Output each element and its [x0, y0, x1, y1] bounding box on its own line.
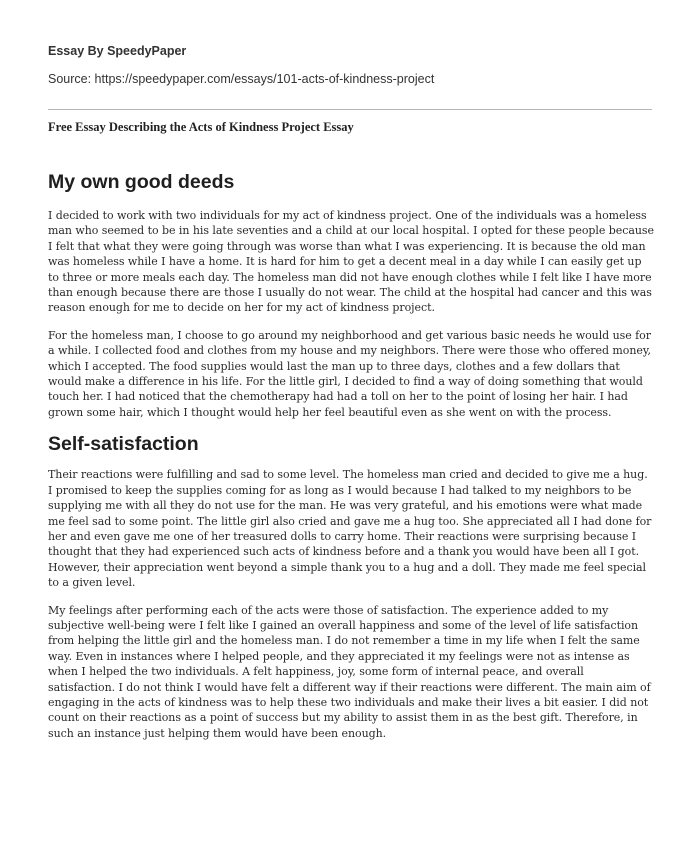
section-heading-self-satisfaction: Self-satisfaction [48, 433, 199, 456]
essay-title: Free Essay Describing the Acts of Kindness Project Essay [48, 120, 354, 134]
source-line: Source: https://speedypaper.com/essays/101-acts-of-kindness-project [48, 72, 435, 86]
paragraph: For the homeless man, I choose to go around my neighborhood and get various basic needs he would use for a while. I collected food and clothes from my house and my neighbors. There were those who offered money, which I accepted. The food supplies would last the man up to three days, clothes and a few dollars that would make a difference in his life. For the little girl, I decided to find a way of doing something that would touch her. I had noticed that the chemotherapy had had a toll on her to the point of losing her hair. I had grown some hair, which I thought would help her feel beautiful even as she went on with the process. [48, 328, 651, 419]
paragraph: My feelings after performing each of the acts were those of satisfaction. The experience added to my subjective well-being were I felt like I gained an overall happiness and some of the level of life satisfaction from helping the little girl and the homeless man. I do not remember a time in my life when I felt the same way. Even in instances where I helped people, and they appreciated it my feelings were not as intense as when I helped the two individuals. A felt happiness, joy, some form of internal peace, and overall satisfaction. I do not think I would have felt a different way if their reactions were different. The main aim of engaging in the acts of kindness was to help these two individuals and make their lives a bit easier. I did not count on their reactions as a point of success but my ability to assist them in as the best gift. Therefore, in such an instance just helping them would have been enough. [48, 603, 651, 740]
essay-body [48, 170, 654, 741]
paragraph: Their reactions were fulfilling and sad to some level. The homeless man cried and decided to give me a hug. I promised to keep the supplies coming for as long as I would because I had talked to my neighbors to be supplying me with all they do not use for the man. He was very grateful, and his emotions were what made me feel sad to some point. The little girl also cried and gave me a hug too. She appreciated all I had done for her and even gave me one of her treasured dolls to carry home. Their reactions were surprising because I thought that they had experienced such acts of kindness before and a thank you would have been all I got. However, their appreciation went beyond a simple thank you to a hug and a doll. They made me feel special to a given level. [48, 468, 652, 590]
brand-title: Essay By SpeedyPaper [48, 44, 187, 58]
section-heading-good-deeds: My own good deeds [48, 171, 235, 193]
paragraph: I decided to work with two individuals for my act of kindness project. One of the individuals was a homeless man who seemed to be in his late seventies and a child at our local hospital. I opted for these people because I felt that what they were going through was worse than what I was experiencing. It is because the old man was homeless while I have a home. It is hard for him to get a decent meal in a day while I can easily get up to three or more meals each day. The homeless man did not have enough clothes while I felt like I have more than enough because there are those I usually do not wear. The child at the hospital had cancer and this was reason enough for me to decide on her for my act of kindness project. [48, 209, 654, 315]
header-divider [48, 109, 652, 110]
